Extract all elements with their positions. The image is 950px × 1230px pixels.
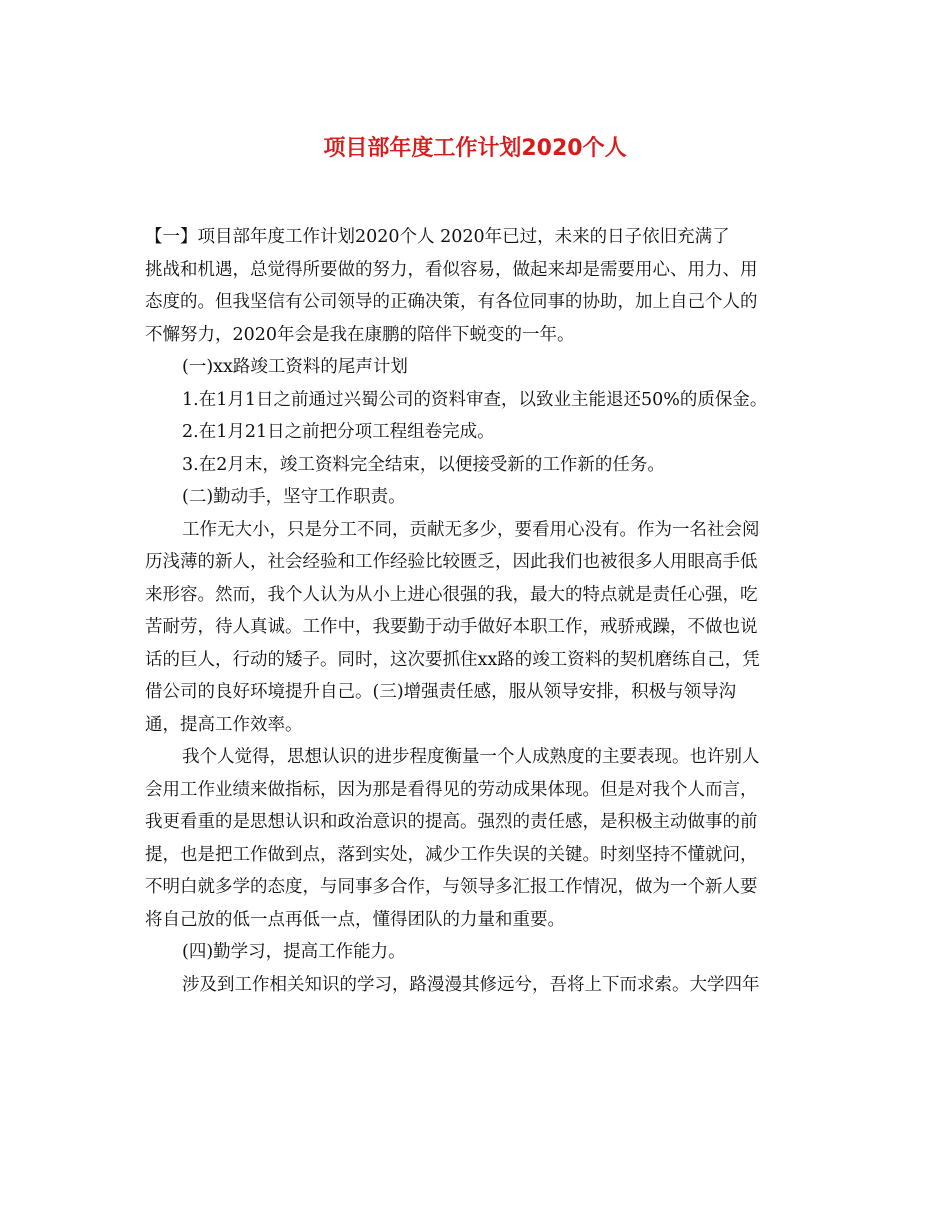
- text-line: 话的巨人，行动的矮子。同时，这次要抓住xx路的竣工资料的契机磨练自己，凭: [145, 649, 760, 670]
- text-line: 态度的。但我坚信有公司领导的正确决策，有各位同事的协助，加上自己个人的: [145, 292, 758, 312]
- text-line: 苦耐劳，待人真诚。工作中，我要勤于动手做好本职工作，戒骄戒躁，不做也说: [145, 617, 758, 637]
- text-line: 挑战和机遇，总觉得所要做的努力，看似容易，做起来却是需要用心、用力、用: [145, 259, 758, 280]
- document-body: [145, 221, 805, 1001]
- text-line: 提，也是把工作做到点，落到实处，减少工作失误的关键。时刻坚持不懂就问，: [145, 844, 758, 865]
- text-line: 3.在2月末，竣工资料完全结束，以便接受新的工作新的任务。: [182, 454, 665, 475]
- text-line: 我更看重的是思想认识和政治意识的提高。强烈的责任感，是积极主动做事的前: [145, 812, 758, 832]
- text-line: 工作无大小，只是分工不同，贡献无多少，要看用心没有。作为一名社会阅: [182, 519, 760, 540]
- text-line: 【一】项目部年度工作计划2020个人 2020年已过，未来的日子依旧充满了: [145, 227, 730, 247]
- text-line: 不懈努力，2020年会是我在康鹏的陪伴下蜕变的一年。: [145, 324, 575, 345]
- text-line: 不明白就多学的态度，与同事多合作，与领导多汇报工作情况，做为一个新人要: [145, 877, 758, 897]
- text-line: 借公司的良好环境提升自己。(三)增强责任感，服从领导安排，积极与领导沟: [145, 682, 737, 702]
- text-line: 将自己放的低一点再低一点，懂得团队的力量和重要。: [145, 909, 565, 930]
- text-line: 会用工作业绩来做指标，因为那是看得见的劳动成果体现。但是对我个人而言，: [145, 779, 758, 800]
- text-line: (二)勤动手，坚守工作职责。: [182, 487, 406, 507]
- text-line: (一)xx路竣工资料的尾声计划: [182, 357, 408, 377]
- document-title: 项目部年度工作计划2020个人: [323, 136, 627, 161]
- text-line: 来形容。然而，我个人认为从小上进心很强的我，最大的特点就是责任心强，吃: [145, 584, 758, 605]
- text-line: 我个人觉得，思想认识的进步程度衡量一个人成熟度的主要表现。也许别人: [182, 747, 760, 767]
- text-line: 2.在1月21日之前把分项工程组卷完成。: [182, 422, 495, 442]
- text-line: 历浅薄的新人，社会经验和工作经验比较匮乏，因此我们也被很多人用眼高手低: [145, 552, 758, 572]
- text-line: 通，提高工作效率。: [145, 714, 303, 735]
- text-line: (四)勤学习，提高工作能力。: [182, 942, 406, 962]
- text-line: 1.在1月1日之前通过兴蜀公司的资料审查，以致业主能退还50%的质保金。: [182, 389, 768, 410]
- text-line: 涉及到工作相关知识的学习，路漫漫其修远兮，吾将上下而求索。大学四年: [182, 974, 760, 995]
